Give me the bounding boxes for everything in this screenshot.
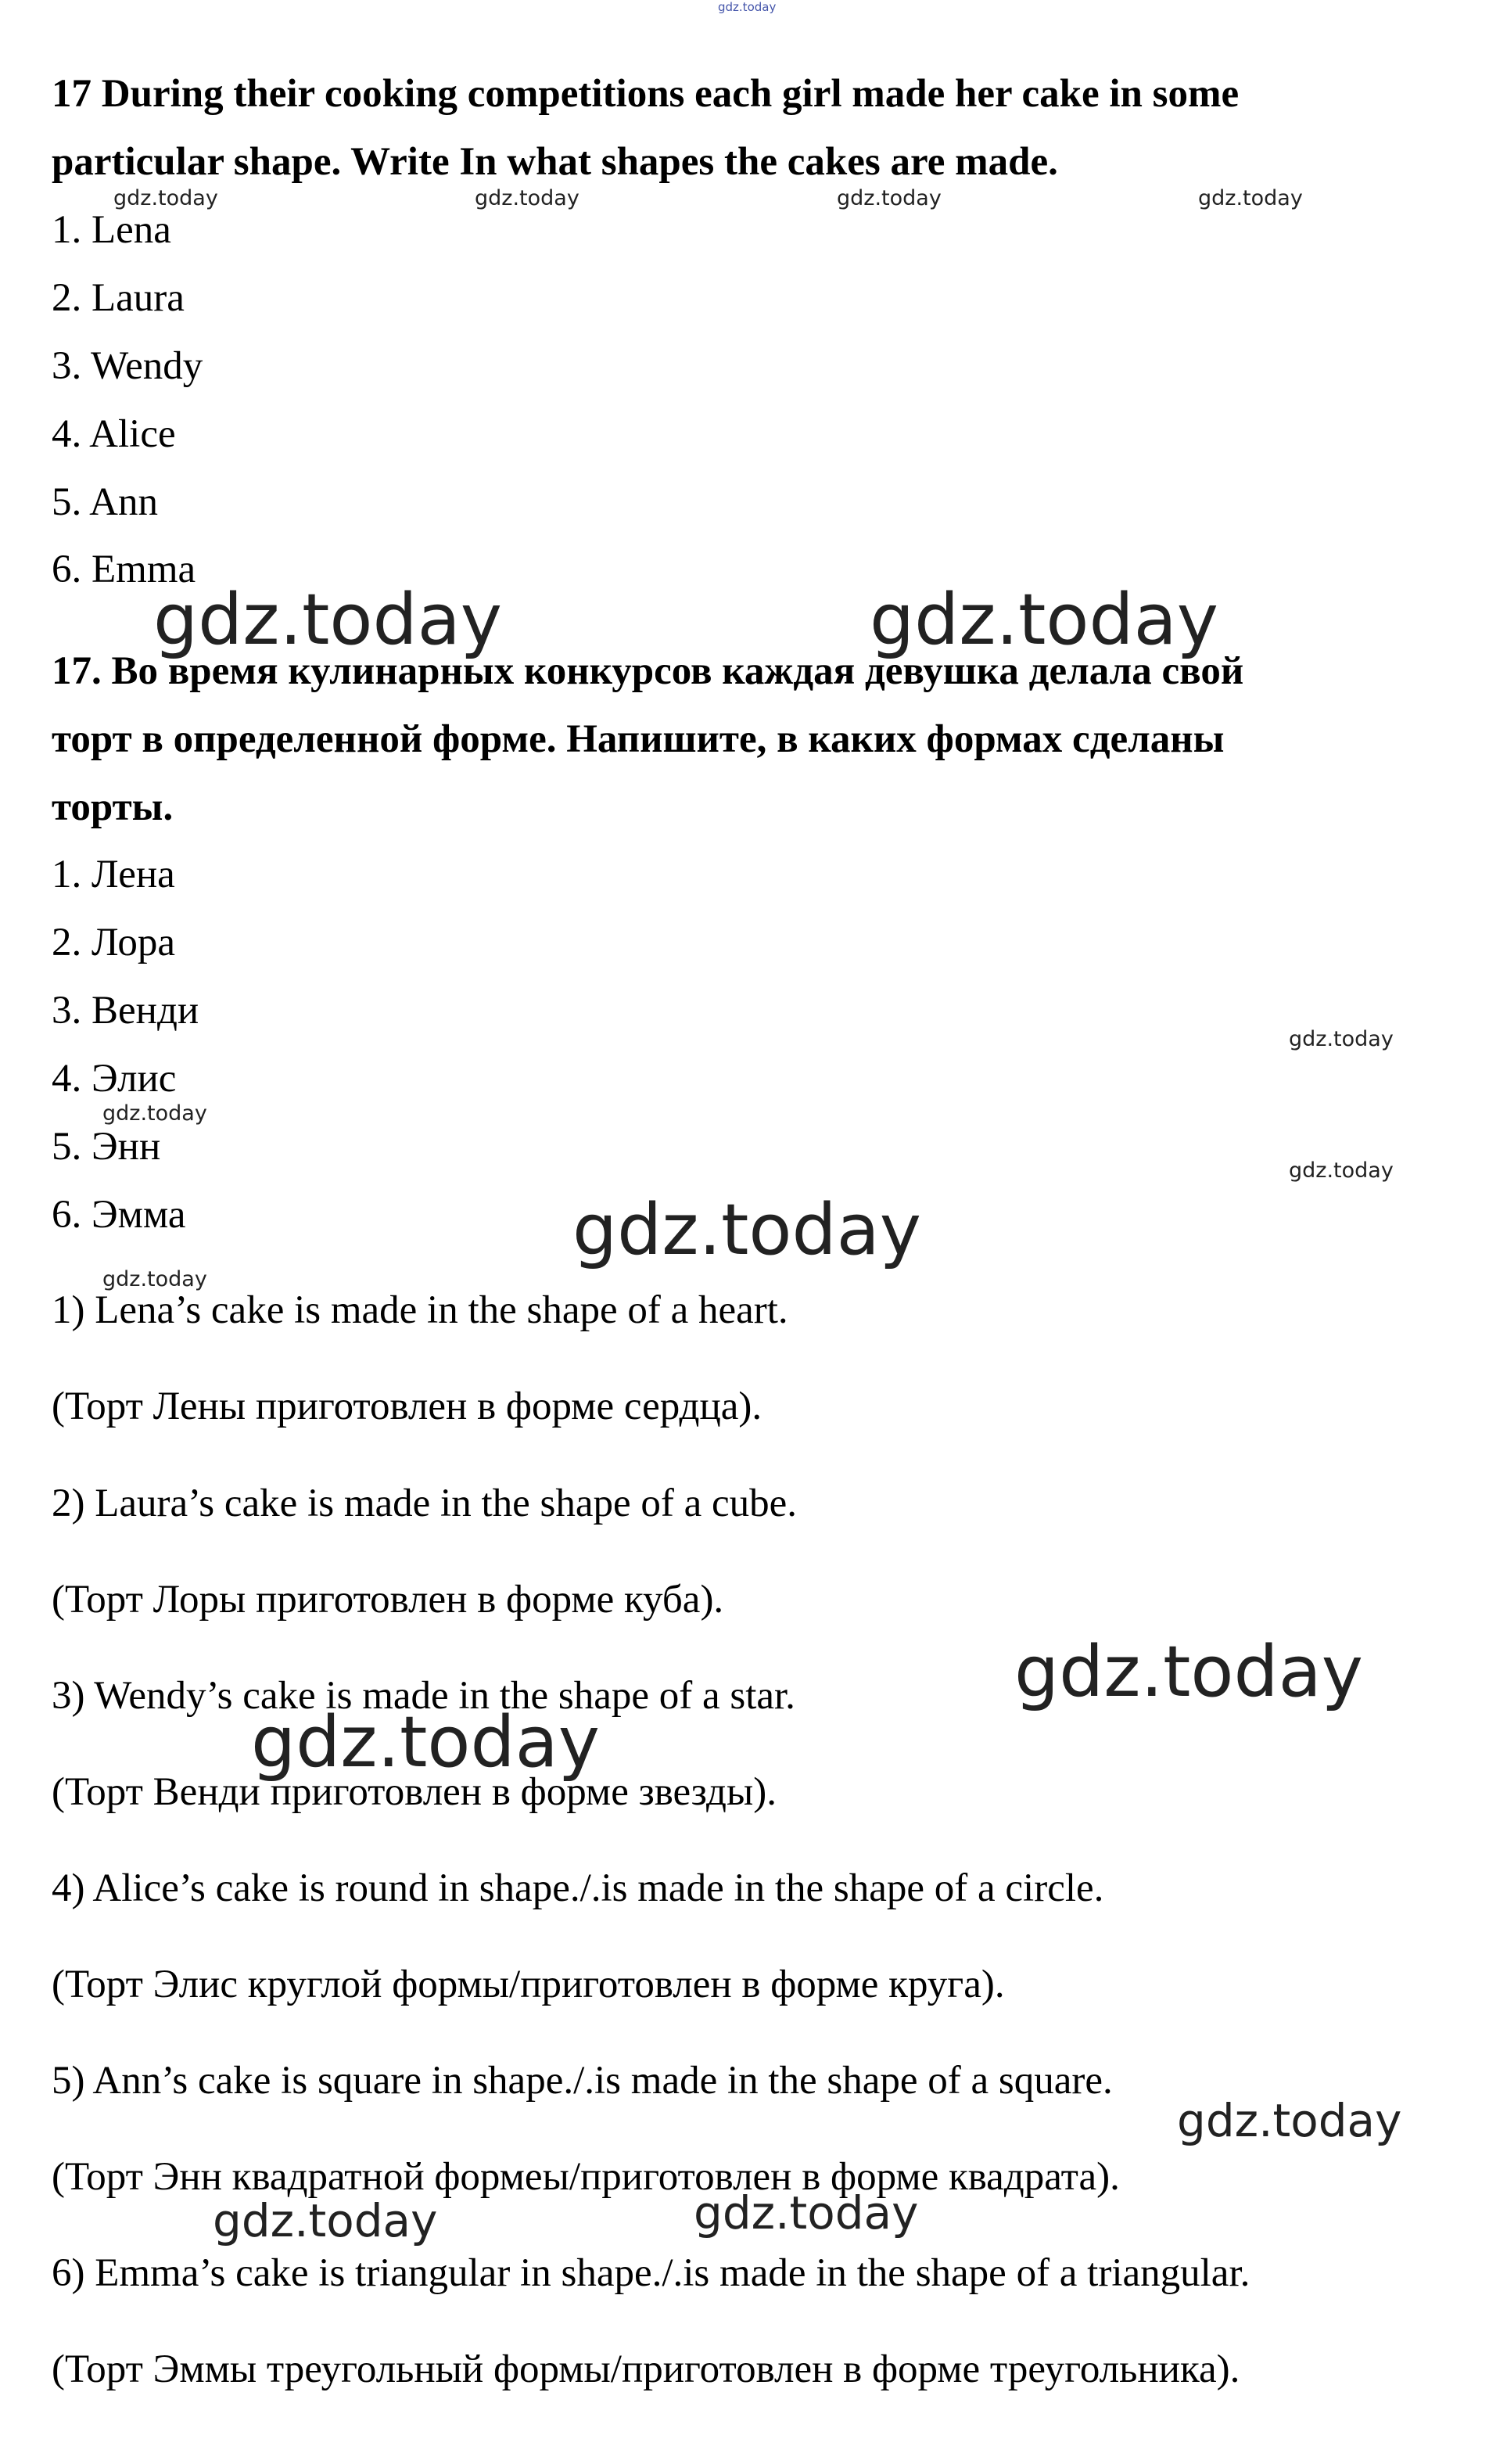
- watermark: gdz.today: [694, 2186, 919, 2240]
- answer-ru: (Торт Эммы треугольный формы/приготовлен в форме треугольника).: [52, 2347, 1240, 2391]
- watermark: gdz.today: [1177, 2094, 1402, 2147]
- english-list-item: 6. Emma: [52, 548, 196, 591]
- watermark: gdz.today: [153, 579, 503, 661]
- watermark: gdz.today: [213, 2194, 438, 2247]
- answer-en: 6) Emma’s cake is triangular in shape./.is made in the shape of a triangular.: [52, 2251, 1250, 2295]
- watermark: gdz.today: [113, 186, 218, 210]
- english-list-item: 5. Ann: [52, 480, 159, 524]
- russian-heading-line-3: торты.: [52, 785, 174, 829]
- answer-en: 4) Alice’s cake is round in shape./.is made in the shape of a circle.: [52, 1866, 1104, 1910]
- watermark: gdz.today: [251, 1701, 601, 1783]
- english-list-item: 1. Lena: [52, 208, 171, 252]
- answer-ru: (Торт Венди приготовлен в форме звезды).: [52, 1770, 777, 1814]
- english-list-item: 3. Wendy: [52, 344, 203, 388]
- answer-en: 5) Ann’s cake is square in shape./.is made in the shape of a square.: [52, 2059, 1113, 2103]
- answer-ru: (Торт Энн квадратной формеы/приготовлен в форме квадрата).: [52, 2155, 1120, 2199]
- russian-list-item: 6. Эмма: [52, 1193, 186, 1237]
- answer-en: 1) Lena’s cake is made in the shape of a heart.: [52, 1288, 788, 1332]
- russian-list-item: 1. Лена: [52, 853, 175, 896]
- russian-list-item: 3. Венди: [52, 989, 199, 1033]
- answer-en: 2) Laura’s cake is made in the shape of a cube.: [52, 1482, 798, 1525]
- watermark: gdz.today: [1014, 1631, 1364, 1713]
- english-list-item: 4. Alice: [52, 412, 176, 456]
- watermark: gdz.today: [572, 1189, 922, 1271]
- russian-heading-line-1: 17. Во время кулинарных конкурсов каждая девушка делала свой: [52, 649, 1244, 693]
- english-list-item: 2. Laura: [52, 276, 185, 320]
- russian-list-item: 4. Элис: [52, 1057, 177, 1101]
- russian-heading-line-2: торт в определенной форме. Напишите, в каких формах сделаны: [52, 717, 1225, 761]
- watermark: gdz.today: [102, 1267, 207, 1291]
- watermark: gdz.today: [837, 186, 942, 210]
- watermark: gdz.today: [718, 0, 777, 14]
- watermark: gdz.today: [1198, 186, 1303, 210]
- watermark: gdz.today: [102, 1101, 207, 1126]
- english-heading-line-1: 17 During their cooking competitions each girl made her cake in some: [52, 72, 1240, 116]
- answer-ru: (Торт Лоры приготовлен в форме куба).: [52, 1578, 724, 1622]
- watermark: gdz.today: [1289, 1027, 1394, 1051]
- watermark: gdz.today: [870, 579, 1219, 661]
- answer-ru: (Торт Лены приготовлен в форме сердца).: [52, 1385, 762, 1428]
- english-heading-line-2: particular shape. Write In what shapes the cakes are made.: [52, 140, 1058, 184]
- russian-list-item: 5. Энн: [52, 1125, 161, 1169]
- answer-ru: (Торт Элис круглой формы/приготовлен в форме круга).: [52, 1963, 1005, 2006]
- russian-list-item: 2. Лора: [52, 921, 175, 964]
- watermark: gdz.today: [1289, 1158, 1394, 1183]
- answer-en: 3) Wendy’s cake is made in the shape of a star.: [52, 1674, 795, 1718]
- watermark: gdz.today: [475, 186, 579, 210]
